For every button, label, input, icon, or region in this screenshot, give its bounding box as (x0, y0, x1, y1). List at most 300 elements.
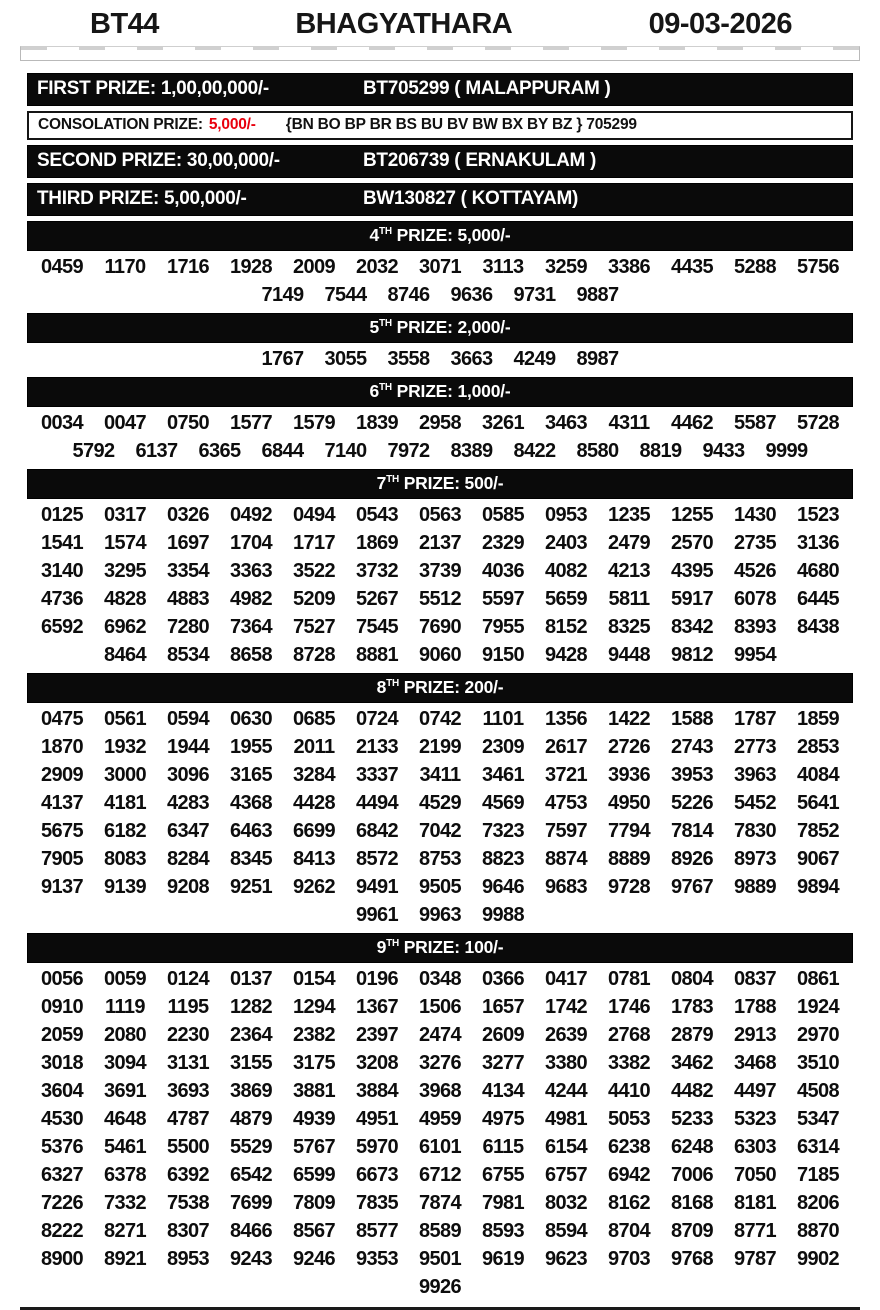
winning-number: 6699 (292, 820, 336, 842)
winning-number: 5597 (481, 588, 525, 610)
winning-number: 1422 (607, 708, 651, 730)
winning-number: 9988 (481, 904, 525, 926)
winning-number: 4134 (481, 1080, 525, 1102)
winning-number: 8580 (576, 440, 619, 462)
winning-number: 8162 (607, 1192, 651, 1214)
winning-number: 1506 (418, 996, 462, 1018)
winning-number: 9262 (292, 876, 336, 898)
winning-number: 3113 (482, 256, 524, 278)
winning-number: 8271 (103, 1220, 147, 1242)
draw-date: 09-03-2026 (648, 8, 792, 40)
winning-number: 0742 (418, 708, 462, 730)
winning-number: 2397 (355, 1024, 399, 1046)
winning-number: 8881 (355, 644, 399, 666)
winning-number: 0953 (544, 504, 588, 526)
winning-number: 3155 (229, 1052, 273, 1074)
winning-number: 3411 (419, 764, 461, 786)
consolation-series: {BN BO BP BR BS BU BV BW BX BY BZ } 705299 (285, 116, 637, 133)
winning-number: 1195 (167, 996, 209, 1018)
tier-header (27, 221, 853, 251)
winning-number: 4680 (796, 560, 840, 582)
winning-number: 8438 (796, 616, 840, 638)
winning-number: 9448 (607, 644, 651, 666)
tier-ordinal: 7 (376, 473, 387, 493)
winning-number: 5323 (733, 1108, 777, 1130)
winning-number: 4084 (796, 764, 840, 786)
winning-number: 4410 (607, 1080, 651, 1102)
winning-number: 0034 (40, 412, 84, 434)
winning-number: 4482 (670, 1080, 714, 1102)
winning-number: 1101 (482, 708, 524, 730)
winning-number: 3276 (418, 1052, 462, 1074)
winning-number: 7981 (481, 1192, 525, 1214)
tier-ordinal-suffix: TH (379, 318, 392, 330)
winning-number: 1787 (733, 708, 777, 730)
winning-number: 8709 (670, 1220, 714, 1242)
winning-number: 4975 (481, 1108, 525, 1130)
winning-number: 1294 (292, 996, 336, 1018)
winning-number: 5267 (355, 588, 399, 610)
winning-number: 3208 (355, 1052, 399, 1074)
winning-number: 1282 (229, 996, 273, 1018)
winning-number: 9243 (229, 1248, 273, 1270)
winning-number: 8870 (796, 1220, 840, 1242)
winning-number: 0781 (607, 968, 651, 990)
first-prize-bar (27, 73, 853, 106)
tier-section-5th-prize (27, 313, 853, 375)
winning-number: 0047 (103, 412, 147, 434)
tier-title: PRIZE: 100/- (399, 937, 504, 957)
winning-number: 1955 (229, 736, 273, 758)
winning-number: 6712 (418, 1164, 462, 1186)
winning-number: 3884 (355, 1080, 399, 1102)
winning-number: 6154 (544, 1136, 588, 1158)
winning-number: 7226 (40, 1192, 84, 1214)
winning-number: 6182 (103, 820, 147, 842)
winning-number: 5641 (796, 792, 840, 814)
winning-number: 8889 (607, 848, 651, 870)
winning-number: 9246 (292, 1248, 336, 1270)
winning-number: 8572 (355, 848, 399, 870)
winning-number: 0125 (40, 504, 84, 526)
tier-title: PRIZE: 2,000/- (391, 317, 511, 337)
winning-number: 3663 (450, 348, 493, 370)
winning-number: 8422 (513, 440, 556, 462)
winning-number: 4497 (733, 1080, 777, 1102)
winning-number: 6463 (229, 820, 273, 842)
winning-number: 5461 (103, 1136, 147, 1158)
winning-number: 6248 (670, 1136, 714, 1158)
third-prize-bar (27, 183, 853, 216)
winning-number: 8704 (607, 1220, 651, 1242)
winning-number: 6238 (607, 1136, 651, 1158)
winning-number: 2009 (292, 256, 336, 278)
winning-number: 3604 (40, 1080, 84, 1102)
winning-numbers-grid (27, 704, 853, 931)
winning-number: 2403 (544, 532, 588, 554)
winning-number: 7544 (324, 284, 367, 306)
winning-number: 2570 (670, 532, 714, 554)
winning-number: 2735 (733, 532, 777, 554)
winning-number: 0837 (733, 968, 777, 990)
winning-number: 3693 (166, 1080, 210, 1102)
winning-number: 3000 (103, 764, 147, 786)
winning-number: 1928 (229, 256, 273, 278)
winning-number: 1574 (103, 532, 147, 554)
winning-number: 8577 (355, 1220, 399, 1242)
winning-number: 3363 (229, 560, 273, 582)
winning-number: 3175 (292, 1052, 336, 1074)
winning-number: 6673 (355, 1164, 399, 1186)
top-prizes-block (27, 73, 853, 216)
winning-numbers-grid (27, 408, 853, 467)
winning-number: 3510 (796, 1052, 840, 1074)
winning-number: 8342 (670, 616, 714, 638)
winning-number: 1716 (166, 256, 210, 278)
tier-section-7th-prize (27, 469, 853, 671)
winning-number: 8152 (544, 616, 588, 638)
tier-header (27, 673, 853, 703)
consolation-amount: 5,000/- (208, 116, 256, 133)
winning-number: 6303 (733, 1136, 777, 1158)
winning-number: 5053 (607, 1108, 651, 1130)
winning-number: 5917 (670, 588, 714, 610)
winning-number: 8771 (733, 1220, 777, 1242)
header-divider-strip (20, 46, 860, 61)
winning-number: 1783 (670, 996, 714, 1018)
winning-number: 5500 (166, 1136, 210, 1158)
winning-number: 9961 (355, 904, 399, 926)
winning-number: 6962 (103, 616, 147, 638)
winning-number: 8181 (733, 1192, 777, 1214)
winning-number: 1430 (733, 504, 777, 526)
winning-number: 7527 (292, 616, 336, 638)
winning-number: 5811 (608, 588, 650, 610)
prize-tiers-container (0, 221, 880, 1303)
winning-number: 6842 (355, 820, 399, 842)
winning-number: 5792 (72, 440, 115, 462)
winning-number: 7149 (261, 284, 304, 306)
winning-number: 8345 (229, 848, 273, 870)
winning-number: 4526 (733, 560, 777, 582)
winning-number: 9894 (796, 876, 840, 898)
winning-number: 1932 (103, 736, 147, 758)
masthead (0, 6, 880, 43)
winning-number: 2329 (481, 532, 525, 554)
winning-number: 2879 (670, 1024, 714, 1046)
winning-number: 1742 (544, 996, 588, 1018)
winning-number: 6757 (544, 1164, 588, 1186)
winning-number: 8987 (576, 348, 619, 370)
third-prize-ticket: BW130827 ( KOTTAYAM) (363, 188, 579, 209)
winning-number: 6078 (733, 588, 777, 610)
winning-number: 8083 (103, 848, 147, 870)
winning-number: 0543 (355, 504, 399, 526)
winning-number: 1859 (796, 708, 840, 730)
winning-number: 0594 (166, 708, 210, 730)
winning-number: 0059 (103, 968, 147, 990)
winning-number: 9501 (418, 1248, 462, 1270)
winning-number: 7794 (607, 820, 651, 842)
second-prize-bar (27, 145, 853, 178)
tier-header (27, 469, 853, 499)
winning-number: 3522 (292, 560, 336, 582)
winning-number: 4462 (670, 412, 714, 434)
winning-number: 9787 (733, 1248, 777, 1270)
winning-number: 0154 (292, 968, 336, 990)
winning-number: 4494 (355, 792, 399, 814)
winning-number: 1839 (355, 412, 399, 434)
winning-number: 8284 (166, 848, 210, 870)
winning-number: 0724 (355, 708, 399, 730)
winning-number: 3936 (607, 764, 651, 786)
first-prize-label: FIRST PRIZE: 1,00,00,000/- (37, 78, 269, 99)
winning-number: 9623 (544, 1248, 588, 1270)
draw-code: BT44 (90, 8, 159, 40)
winning-number: 9926 (418, 1276, 462, 1298)
winning-number: 2639 (544, 1024, 588, 1046)
winning-number: 7042 (418, 820, 462, 842)
consolation-label: CONSOLATION PRIZE: (38, 116, 203, 133)
winning-number: 6378 (103, 1164, 147, 1186)
winning-number: 4428 (292, 792, 336, 814)
winning-number: 1119 (105, 996, 145, 1018)
winning-number: 8900 (40, 1248, 84, 1270)
winning-number: 3165 (229, 764, 273, 786)
winning-number: 1588 (670, 708, 714, 730)
winning-number: 8032 (544, 1192, 588, 1214)
winning-number: 7280 (166, 616, 210, 638)
winning-number: 3869 (229, 1080, 273, 1102)
winning-number: 9636 (450, 284, 493, 306)
winning-number: 7905 (40, 848, 84, 870)
winning-number: 3140 (40, 560, 84, 582)
winning-number: 6599 (292, 1164, 336, 1186)
winning-number: 2768 (607, 1024, 651, 1046)
winning-number: 9728 (607, 876, 651, 898)
winning-number: 0494 (292, 504, 336, 526)
first-prize-ticket: BT705299 ( MALAPPURAM ) (363, 78, 611, 99)
winning-number: 4137 (40, 792, 84, 814)
winning-number: 5288 (733, 256, 777, 278)
winning-number: 2032 (355, 256, 399, 278)
winning-number: 3382 (607, 1052, 651, 1074)
winning-number: 4569 (481, 792, 525, 814)
winning-number: 2958 (418, 412, 462, 434)
winning-number: 1746 (607, 996, 651, 1018)
winning-numbers-grid (27, 344, 853, 375)
winning-number: 7597 (544, 820, 588, 842)
winning-number: 9353 (355, 1248, 399, 1270)
tier-header (27, 377, 853, 407)
winning-number: 2970 (796, 1024, 840, 1046)
winning-number: 9887 (576, 284, 619, 306)
winning-number: 0475 (40, 708, 84, 730)
winning-number: 5226 (670, 792, 714, 814)
winning-number: 4508 (796, 1080, 840, 1102)
winning-number: 3096 (166, 764, 210, 786)
winning-number: 8823 (481, 848, 525, 870)
winning-number: 6101 (418, 1136, 462, 1158)
tier-ordinal-suffix: TH (386, 938, 400, 950)
tier-section-6th-prize (27, 377, 853, 467)
winning-number: 9731 (513, 284, 556, 306)
winning-number: 9954 (733, 644, 777, 666)
winning-number: 4982 (229, 588, 273, 610)
winning-number: 7874 (418, 1192, 462, 1214)
winning-number: 8728 (292, 644, 336, 666)
tier-ordinal-suffix: TH (379, 226, 392, 238)
winning-number: 2137 (418, 532, 462, 554)
tier-ordinal-suffix: TH (386, 678, 400, 690)
winning-number: 3337 (355, 764, 399, 786)
winning-number: 5587 (733, 412, 777, 434)
winning-number: 0348 (418, 968, 462, 990)
winning-number: 3468 (733, 1052, 777, 1074)
winning-number: 4828 (103, 588, 147, 610)
winning-number: 0459 (40, 256, 84, 278)
winning-number: 1657 (481, 996, 525, 1018)
winning-number: 4950 (607, 792, 651, 814)
winning-number: 1367 (355, 996, 399, 1018)
second-prize-ticket: BT206739 ( ERNAKULAM ) (363, 150, 597, 171)
winning-number: 5347 (796, 1108, 840, 1130)
winning-number: 1870 (40, 736, 84, 758)
winning-number: 6137 (135, 440, 178, 462)
tier-section-9th-prize (27, 933, 853, 1303)
winning-number: 9683 (544, 876, 588, 898)
winning-number: 3055 (324, 348, 367, 370)
tier-title: PRIZE: 500/- (399, 473, 504, 493)
winning-number: 3461 (481, 764, 525, 786)
winning-number: 3463 (544, 412, 588, 434)
winning-numbers-grid (27, 964, 853, 1303)
winning-number: 9208 (166, 876, 210, 898)
winning-number: 7699 (229, 1192, 273, 1214)
winning-number: 7364 (229, 616, 273, 638)
winning-number: 1255 (670, 504, 714, 526)
tier-section-4th-prize (27, 221, 853, 311)
winning-number: 7323 (481, 820, 525, 842)
winning-number: 3354 (166, 560, 210, 582)
winning-number: 7852 (796, 820, 840, 842)
winning-number: 2743 (670, 736, 714, 758)
winning-number: 9812 (670, 644, 714, 666)
winning-number: 3131 (166, 1052, 210, 1074)
winning-number: 0124 (166, 968, 210, 990)
winning-number: 5675 (40, 820, 84, 842)
winning-number: 1704 (229, 532, 273, 554)
winning-number: 1577 (229, 412, 273, 434)
winning-number: 4368 (229, 792, 273, 814)
winning-number: 4736 (40, 588, 84, 610)
winning-number: 3558 (387, 348, 430, 370)
winning-number: 8973 (733, 848, 777, 870)
tier-ordinal-suffix: TH (379, 382, 392, 394)
winning-number: 3136 (796, 532, 840, 554)
winning-number: 9902 (796, 1248, 840, 1270)
winning-number: 8466 (229, 1220, 273, 1242)
tier-title: PRIZE: 5,000/- (391, 225, 511, 245)
winning-number: 0910 (40, 996, 84, 1018)
winning-number: 7830 (733, 820, 777, 842)
winning-number: 8389 (450, 440, 493, 462)
winning-number: 3094 (103, 1052, 147, 1074)
winning-number: 7332 (103, 1192, 147, 1214)
winning-number: 1579 (292, 412, 336, 434)
winning-number: 3953 (670, 764, 714, 786)
tier-ordinal: 8 (376, 677, 387, 697)
winning-number: 0417 (544, 968, 588, 990)
winning-number: 9139 (103, 876, 147, 898)
winning-number: 6844 (261, 440, 304, 462)
winning-number: 8594 (544, 1220, 588, 1242)
winning-number: 8206 (796, 1192, 840, 1214)
winning-number: 4529 (418, 792, 462, 814)
winning-numbers-grid (27, 500, 853, 671)
winning-number: 9768 (670, 1248, 714, 1270)
winning-number: 2913 (733, 1024, 777, 1046)
winning-number: 8222 (40, 1220, 84, 1242)
winning-number: 1541 (40, 532, 84, 554)
winning-number: 1170 (104, 256, 146, 278)
winning-number: 3284 (292, 764, 336, 786)
winning-number: 8593 (481, 1220, 525, 1242)
winning-number: 2364 (229, 1024, 273, 1046)
winning-number: 4249 (513, 348, 556, 370)
winning-number: 0561 (103, 708, 147, 730)
winning-number: 1717 (292, 532, 336, 554)
winning-number: 7972 (387, 440, 430, 462)
winning-number: 7814 (670, 820, 714, 842)
winning-number: 8926 (670, 848, 714, 870)
winning-number: 0317 (103, 504, 147, 526)
winning-number: 0685 (292, 708, 336, 730)
winning-number: 4981 (544, 1108, 588, 1130)
winning-number: 7545 (355, 616, 399, 638)
winning-number: 2479 (607, 532, 651, 554)
winning-number: 2773 (733, 736, 777, 758)
winning-number: 4939 (292, 1108, 336, 1130)
winning-number: 3261 (481, 412, 525, 434)
winning-number: 3963 (733, 764, 777, 786)
winning-number: 9067 (796, 848, 840, 870)
winning-number: 9433 (702, 440, 745, 462)
winning-number: 7690 (418, 616, 462, 638)
winning-number: 0366 (481, 968, 525, 990)
winning-number: 2853 (796, 736, 840, 758)
winning-number: 9646 (481, 876, 525, 898)
tier-ordinal: 5 (369, 317, 380, 337)
winning-number: 8589 (418, 1220, 462, 1242)
winning-number: 9999 (765, 440, 808, 462)
winning-number: 8874 (544, 848, 588, 870)
winning-number: 2080 (103, 1024, 147, 1046)
winning-number: 5756 (796, 256, 840, 278)
winning-number: 2309 (481, 736, 525, 758)
winning-number: 5728 (796, 412, 840, 434)
winning-number: 8953 (166, 1248, 210, 1270)
tier-ordinal: 9 (376, 937, 387, 957)
winning-numbers-grid (27, 252, 853, 311)
tier-ordinal: 4 (369, 225, 380, 245)
winning-number: 2909 (40, 764, 84, 786)
winning-number: 4883 (166, 588, 210, 610)
winning-number: 2609 (481, 1024, 525, 1046)
winning-number: 3277 (481, 1052, 525, 1074)
winning-number: 8393 (733, 616, 777, 638)
winning-number: 1944 (166, 736, 210, 758)
